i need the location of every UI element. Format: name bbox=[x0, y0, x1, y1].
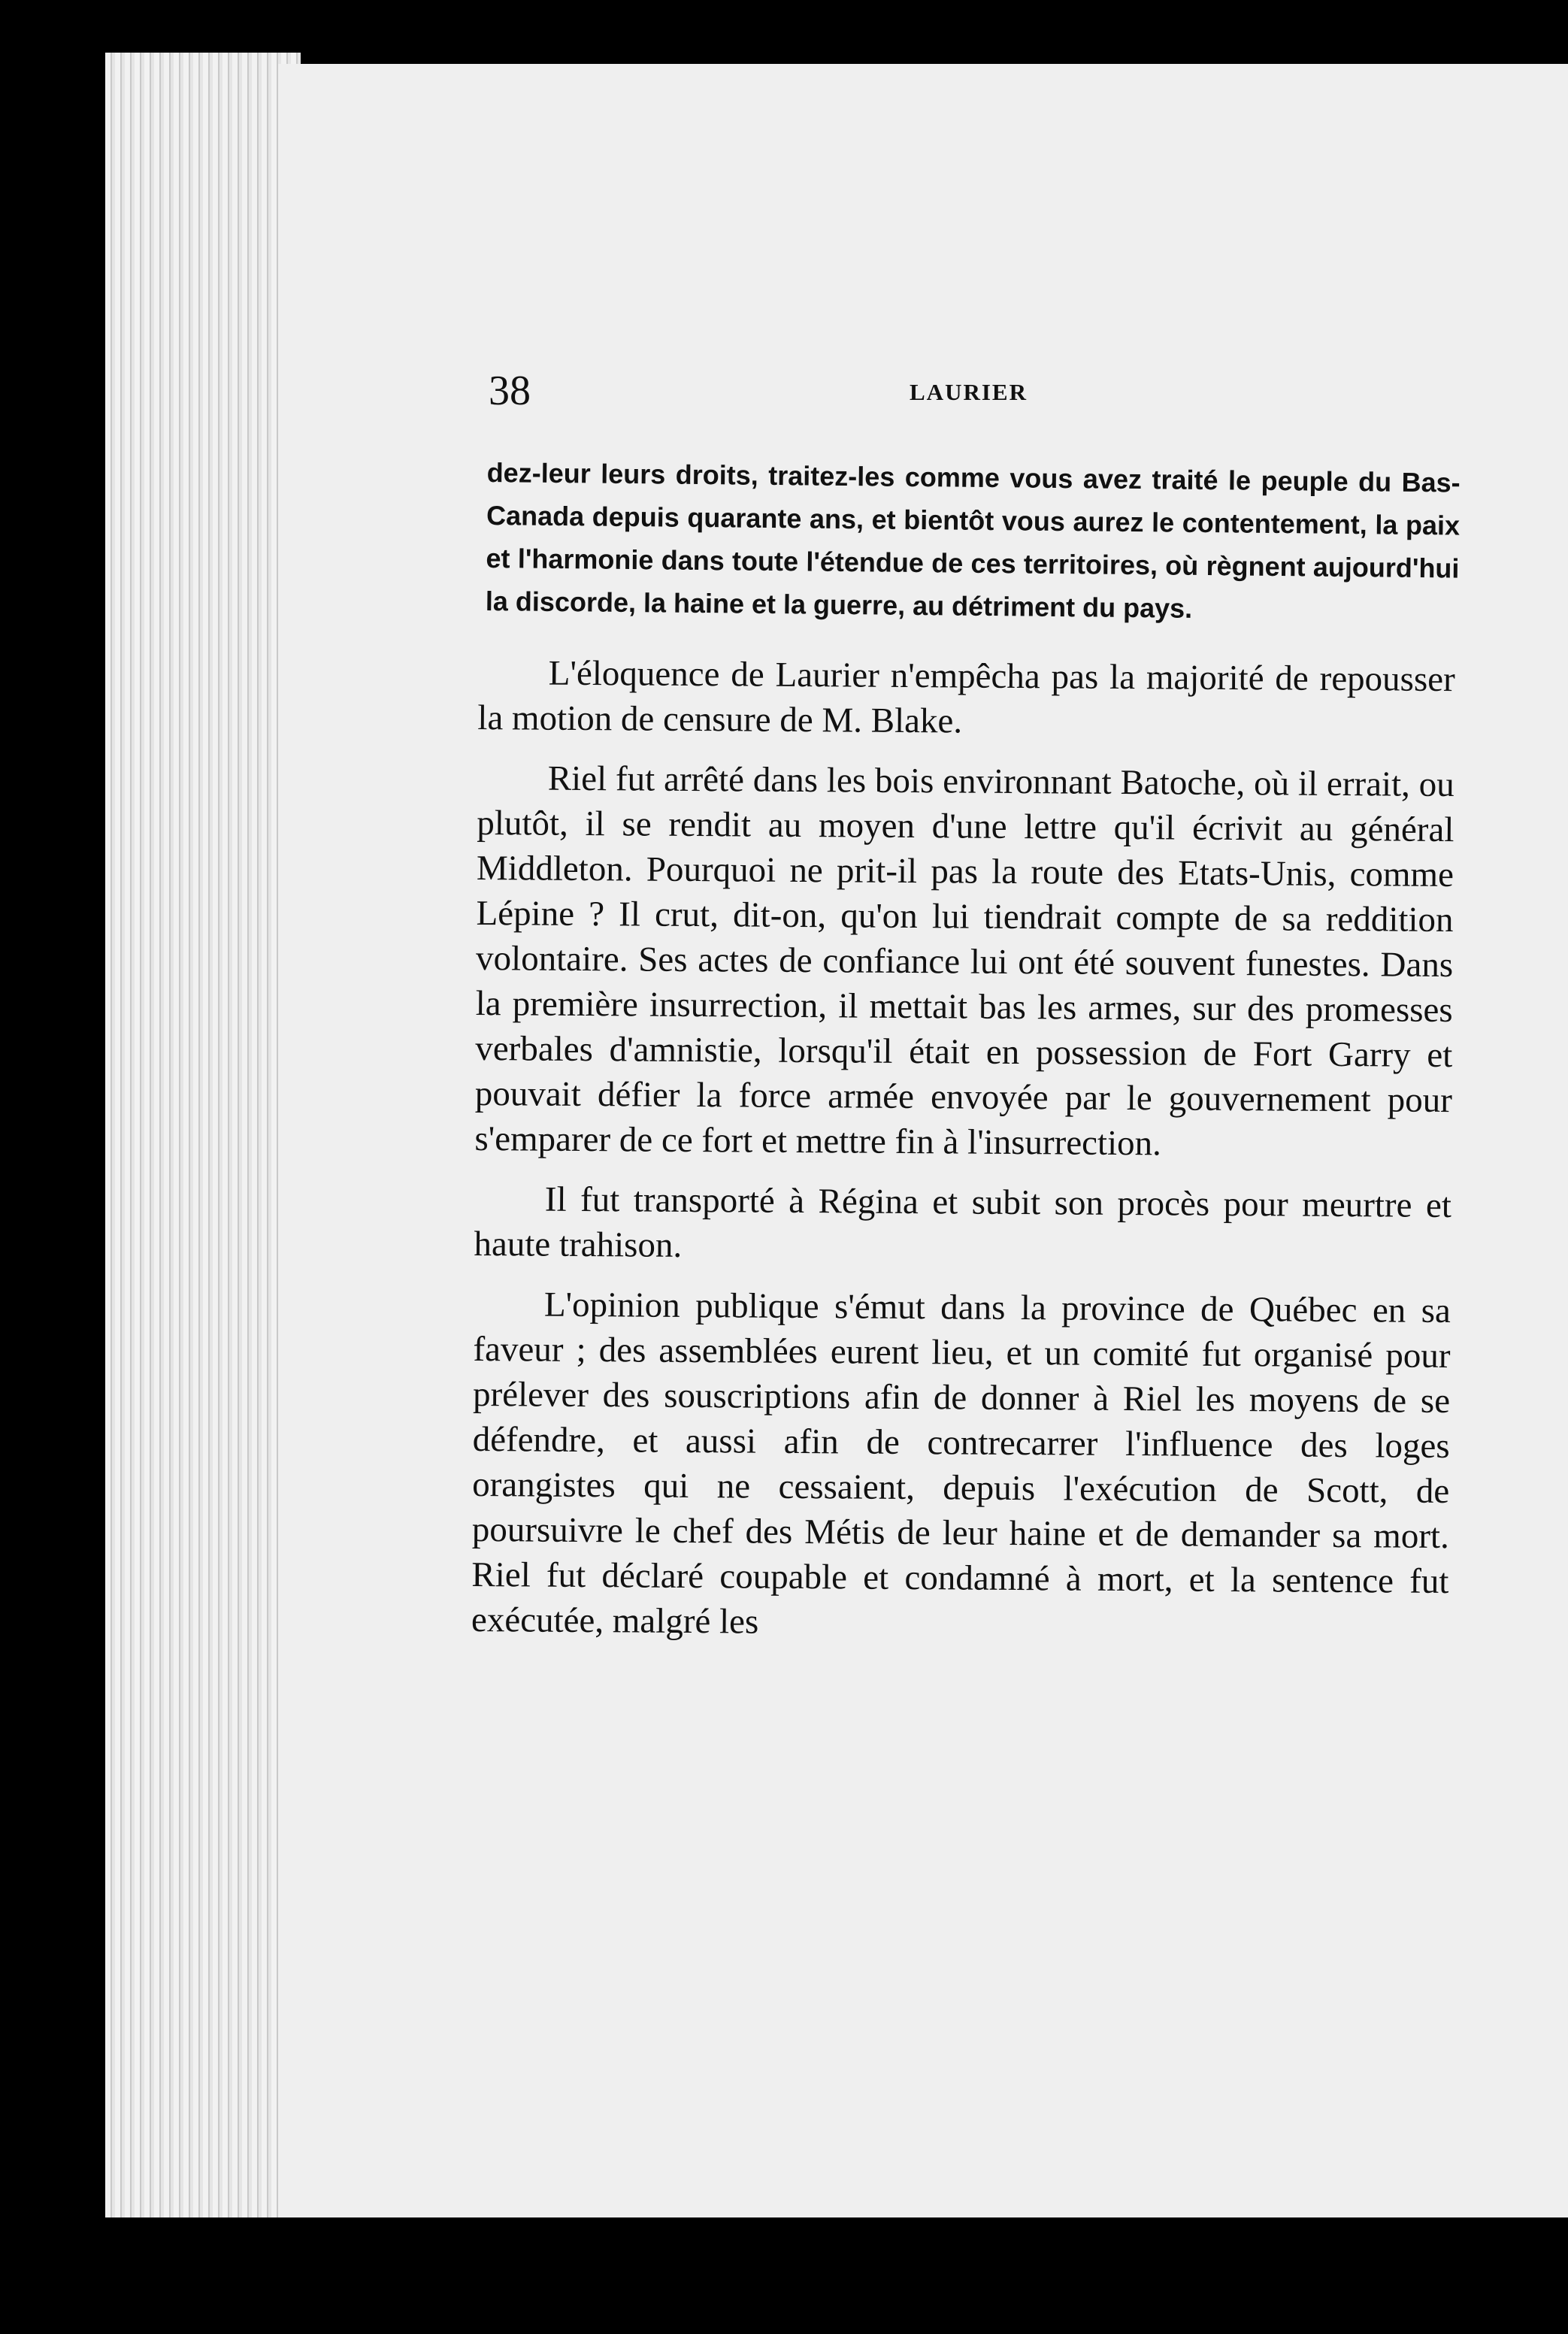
paragraph-public-opinion: L'opinion publique s'émut dans la province de Québec en sa faveur ; des assemblées eurent lieu, et un comité fut organisé pour prélever des souscriptions afin de donner à Riel les moyens de se défendre, et aussi afin de contrecarrer l'influence des loges orangistes qui ne cessaient, depuis l'exécution de Scott, de poursuivre le chef des Métis de leur haine et de demander sa mort. Riel fut déclaré coupable et condamné à mort, et la sentence fut exécutée, malgré les bbox=[471, 1285, 1451, 1642]
running-title: LAURIER bbox=[910, 379, 1028, 405]
paragraph-regina-trial: Il fut transporté à Régina et subit son procès pour meurtre et haute trahison. bbox=[474, 1179, 1452, 1265]
quoted-speech-excerpt: dez-leur leurs droits, traitez-les comme vous avez traité le peuple du Bas-Canada depuis quarante ans, et bientôt vous aurez le contentement, la paix et l'harmonie dans toute l'étendue de ces territoires, où règnent aujourd'hui la discorde, la haine et la guerre, au détriment du pays. bbox=[485, 456, 1461, 624]
book-page-edges bbox=[105, 53, 301, 2217]
paragraph-riel-arrest: Riel fut arrêté dans les bois environnant Batoche, où il errait, ou plutôt, il se rendit au moyen d'une lettre qu'il écrivit au général Middleton. Pourquoi ne prit-il pas la route des Etats-Unis, comme Lépine ? Il crut, dit-on, qu'on lui tiendrait compte de sa reddition volontaire. Ses actes de confiance lui ont été souvent funestes. Dans la première insurrection, il mettait bas les armes, sur des promesses verbales d'amnistie, lorsqu'il était en possession de Fort Garry et pouvait défier la force armée envoyée par le gouvernement pour s'emparer de ce fort et mettre fin à l'insurrection. bbox=[474, 758, 1454, 1164]
page-number: 38 bbox=[489, 368, 531, 414]
paragraph-eloquence: L'éloquence de Laurier n'empêcha pas la majorité de repousser la motion de censure de M. Blake. bbox=[477, 653, 1455, 741]
body-text bbox=[471, 650, 1455, 1664]
page-header bbox=[489, 365, 1466, 417]
